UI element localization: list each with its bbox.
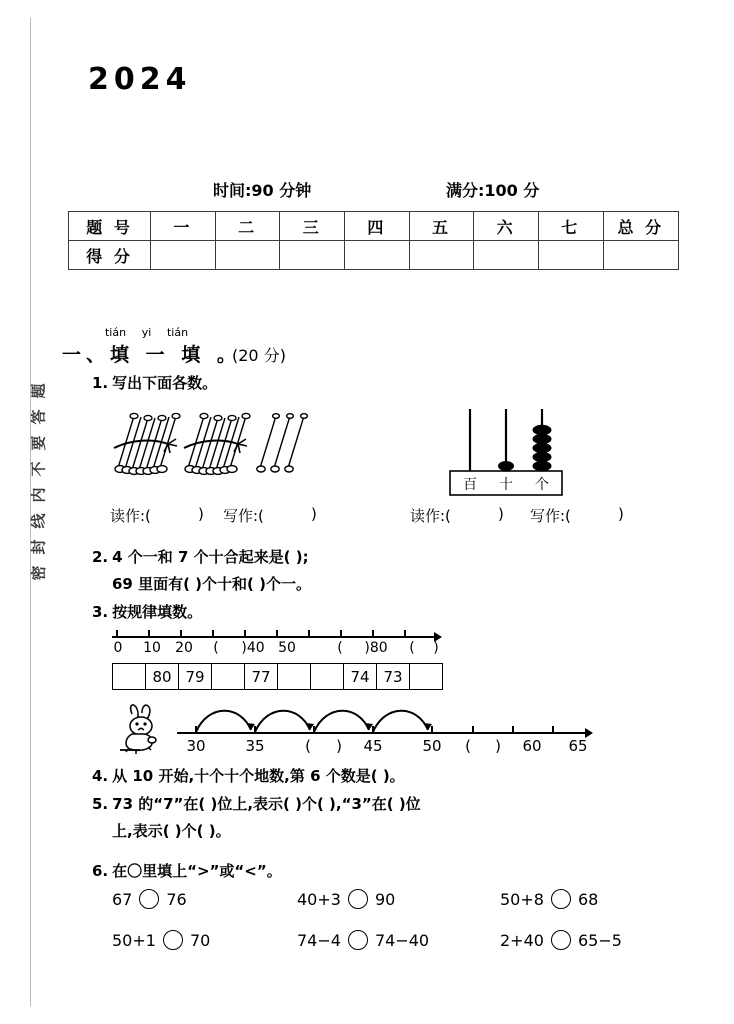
abacus-bead-ones-3 [533, 443, 552, 453]
nl2-label-9: 65 [568, 737, 588, 755]
score-cell-7[interactable] [538, 241, 603, 270]
hop-arc-1 [196, 711, 251, 732]
abacus-bead-ones-4 [533, 434, 552, 444]
nl1-label-5: 50 [278, 640, 296, 656]
nl1-label-3[interactable]: ( [213, 640, 219, 656]
question-3-text: 按规律填数。 [112, 603, 203, 621]
q3-number-grid [112, 663, 443, 690]
page-title-year: 2024 [88, 62, 192, 97]
q6-left-r1c2: 40+3 [297, 889, 341, 909]
table-row [113, 664, 443, 690]
q6-item-r2c1 [112, 930, 210, 950]
score-table-header-3: 三 [280, 212, 345, 241]
exam-time-label: 时间:90 分钟 [213, 181, 312, 200]
grid-cell-5[interactable] [278, 664, 311, 690]
score-table [68, 211, 679, 270]
nl1-tick-2 [180, 630, 182, 638]
abacus-bead-ones-1 [533, 461, 552, 471]
nl1-tick-1 [148, 630, 150, 638]
abacus-label-ones: 个 [535, 477, 549, 493]
q3-number-line-fives [112, 700, 612, 755]
question-6-number: 6. [92, 862, 109, 880]
pinyin-syllable-3: tián [166, 326, 189, 339]
nl1-tick-0 [116, 630, 118, 638]
abacus-label-tens: 十 [499, 477, 513, 493]
pinyin-syllable-2: yi [141, 326, 152, 339]
section-1-title: 一、填 一 填 。 [62, 344, 241, 366]
score-cell-3[interactable] [280, 241, 345, 270]
grid-cell-1: 80 [146, 664, 179, 690]
q6-item-r2c3 [500, 930, 622, 950]
q6-circle-r2c2[interactable] [348, 930, 368, 950]
q6-right-r1c3: 68 [577, 889, 599, 909]
grid-cell-0[interactable] [113, 664, 146, 690]
nl1-tick-9 [404, 630, 406, 638]
grid-cell-7: 74 [344, 664, 377, 690]
hop-arc-2 [255, 711, 310, 732]
q1-read-left-close: ) [198, 505, 204, 523]
q1-read-right-label[interactable]: 读作:( [410, 507, 451, 525]
grid-cell-9[interactable] [410, 664, 443, 690]
nl1-tick-8 [372, 630, 374, 638]
question-4-line [92, 765, 405, 786]
question-1-line [92, 372, 217, 393]
score-table-header-5: 五 [409, 212, 474, 241]
score-table-header-1: 一 [151, 212, 216, 241]
question-6-text: 在〇里填上“>”或“<”。 [112, 862, 282, 880]
q6-circle-r1c2[interactable] [348, 889, 368, 909]
question-1-text: 写出下面各数。 [112, 374, 218, 392]
nl1-label-7: )80 [364, 640, 388, 656]
q6-right-r1c1: 76 [166, 889, 187, 909]
nl1-tick-6 [308, 630, 310, 638]
question-5-number: 5. [92, 795, 109, 813]
q1-write-right-close: ) [618, 505, 624, 523]
q1-read-left-label[interactable]: 读作:( [110, 507, 151, 525]
nl1-label-9: ) [433, 640, 439, 656]
nl2-tick-60 [512, 726, 514, 734]
q6-left-r1c1: 67 [112, 889, 133, 909]
nl1-tick-5 [276, 630, 278, 638]
q6-item-r1c3 [500, 889, 598, 909]
abacus-illustration [448, 405, 568, 497]
nl1-label-4: )40 [241, 640, 265, 656]
nl1-tick-3 [212, 630, 214, 638]
q6-left-r1c3: 50+8 [500, 889, 544, 909]
question-2-line-2 [112, 573, 311, 594]
score-cell-total[interactable] [603, 241, 678, 270]
score-table-header-0: 题 号 [69, 212, 151, 241]
score-cell-4[interactable] [345, 241, 410, 270]
question-6-line [92, 860, 282, 881]
q1-write-left-label[interactable]: 写作:( [223, 507, 264, 525]
score-table-header-2: 二 [215, 212, 280, 241]
nl2-label-6[interactable]: ( [465, 737, 471, 755]
nl2-label-4: 45 [363, 737, 383, 755]
score-cell-5[interactable] [409, 241, 474, 270]
q1-read-right-close: ) [498, 505, 504, 523]
question-2-number: 2. [92, 548, 109, 566]
score-cell-1[interactable] [151, 241, 216, 270]
q6-right-r1c2: 90 [374, 889, 396, 909]
question-4-number: 4. [92, 767, 109, 785]
nl2-label-2[interactable]: ( [305, 737, 311, 755]
nl1-tick-4 [244, 630, 246, 638]
hop-arcs [192, 700, 442, 736]
q6-right-r2c3: 65−5 [577, 930, 622, 950]
hop-arc-3 [314, 711, 369, 732]
question-5-text-2[interactable]: 上,表示( )个( )。 [112, 822, 231, 840]
rabbit-icon [112, 700, 182, 755]
abacus-bead-ones-5 [533, 425, 552, 435]
q1-write-right-label[interactable]: 写作:( [530, 507, 571, 525]
exam-fullmarks-label: 满分:100 分 [446, 181, 540, 200]
table-row-headers [69, 212, 679, 241]
nl2-label-0: 30 [186, 737, 206, 755]
q1-write-left-close: ) [311, 505, 317, 523]
score-table-header-7: 七 [538, 212, 603, 241]
score-table-row-label: 得 分 [69, 241, 151, 270]
grid-cell-8: 73 [377, 664, 410, 690]
nl2-label-5: 50 [422, 737, 442, 755]
number-line-axis [112, 636, 436, 638]
q6-circle-r1c1[interactable] [139, 889, 159, 909]
q6-left-r2c1: 50+1 [112, 930, 156, 950]
q6-circle-r2c3[interactable] [551, 930, 571, 950]
score-cell-2[interactable] [215, 241, 280, 270]
question-3-line [92, 601, 202, 622]
nl1-label-2: 20 [175, 640, 193, 656]
nl2-label-3: ) [336, 737, 342, 755]
q6-left-r2c2: 74−4 [297, 930, 341, 950]
q6-item-r2c2 [297, 930, 429, 950]
table-row-scores [69, 241, 679, 270]
nl2-tick-55 [472, 726, 474, 734]
question-1-number: 1. [92, 374, 109, 392]
section-1-pinyin [100, 326, 193, 339]
grid-cell-3[interactable] [212, 664, 245, 690]
score-table-header-6: 六 [474, 212, 539, 241]
grid-cell-6[interactable] [311, 664, 344, 690]
nl1-label-8[interactable]: ( [409, 640, 415, 656]
nl2-tick-65 [552, 726, 554, 734]
pinyin-syllable-1: tián [104, 326, 127, 339]
score-table-header-4: 四 [345, 212, 410, 241]
abacus-bead-tens-1 [498, 461, 514, 471]
seal-vertical-text: 密封线内不要答题 [29, 372, 48, 581]
score-cell-6[interactable] [474, 241, 539, 270]
question-3-number: 3. [92, 603, 109, 621]
q6-right-r2c1: 70 [189, 930, 211, 950]
question-2-text-2[interactable]: 69 里面有( )个十和( )个一。 [112, 575, 311, 593]
q6-circle-r2c1[interactable] [163, 930, 183, 950]
question-4-text[interactable]: 从 10 开始,十个十个地数,第 6 个数是( )。 [112, 767, 405, 785]
nl2-label-7: ) [495, 737, 501, 755]
q3-number-line-tens [112, 627, 452, 657]
question-2-line-1 [92, 546, 309, 567]
question-5-text-1[interactable]: 73 的“7”在( )位上,表示( )个( ),“3”在( )位 [112, 795, 421, 813]
counting-sticks-illustration [108, 408, 328, 490]
score-table-header-total: 总 分 [603, 212, 678, 241]
nl1-tick-7 [340, 630, 342, 638]
nl1-label-1: 10 [143, 640, 161, 656]
q6-item-r1c2 [297, 889, 395, 909]
abacus-label-hundreds: 百 [463, 477, 477, 493]
nl1-label-0: 0 [113, 640, 123, 656]
grid-cell-2: 79 [179, 664, 212, 690]
question-5-line-2 [112, 820, 231, 841]
question-5-line-1 [92, 793, 421, 814]
question-2-text-1[interactable]: 4 个一和 7 个十合起来是( ); [112, 548, 309, 566]
nl1-label-6[interactable]: ( [337, 640, 343, 656]
abacus-bead-ones-2 [533, 452, 552, 462]
q6-item-r1c1 [112, 889, 187, 909]
hop-arc-4 [373, 711, 428, 732]
q6-circle-r1c3[interactable] [551, 889, 571, 909]
nl2-label-8: 60 [522, 737, 542, 755]
section-1-marks: (20 分) [232, 346, 286, 365]
nl2-label-1: 35 [245, 737, 265, 755]
q6-right-r2c2: 74−40 [374, 930, 430, 950]
grid-cell-4: 77 [245, 664, 278, 690]
q6-left-r2c3: 2+40 [500, 930, 544, 950]
